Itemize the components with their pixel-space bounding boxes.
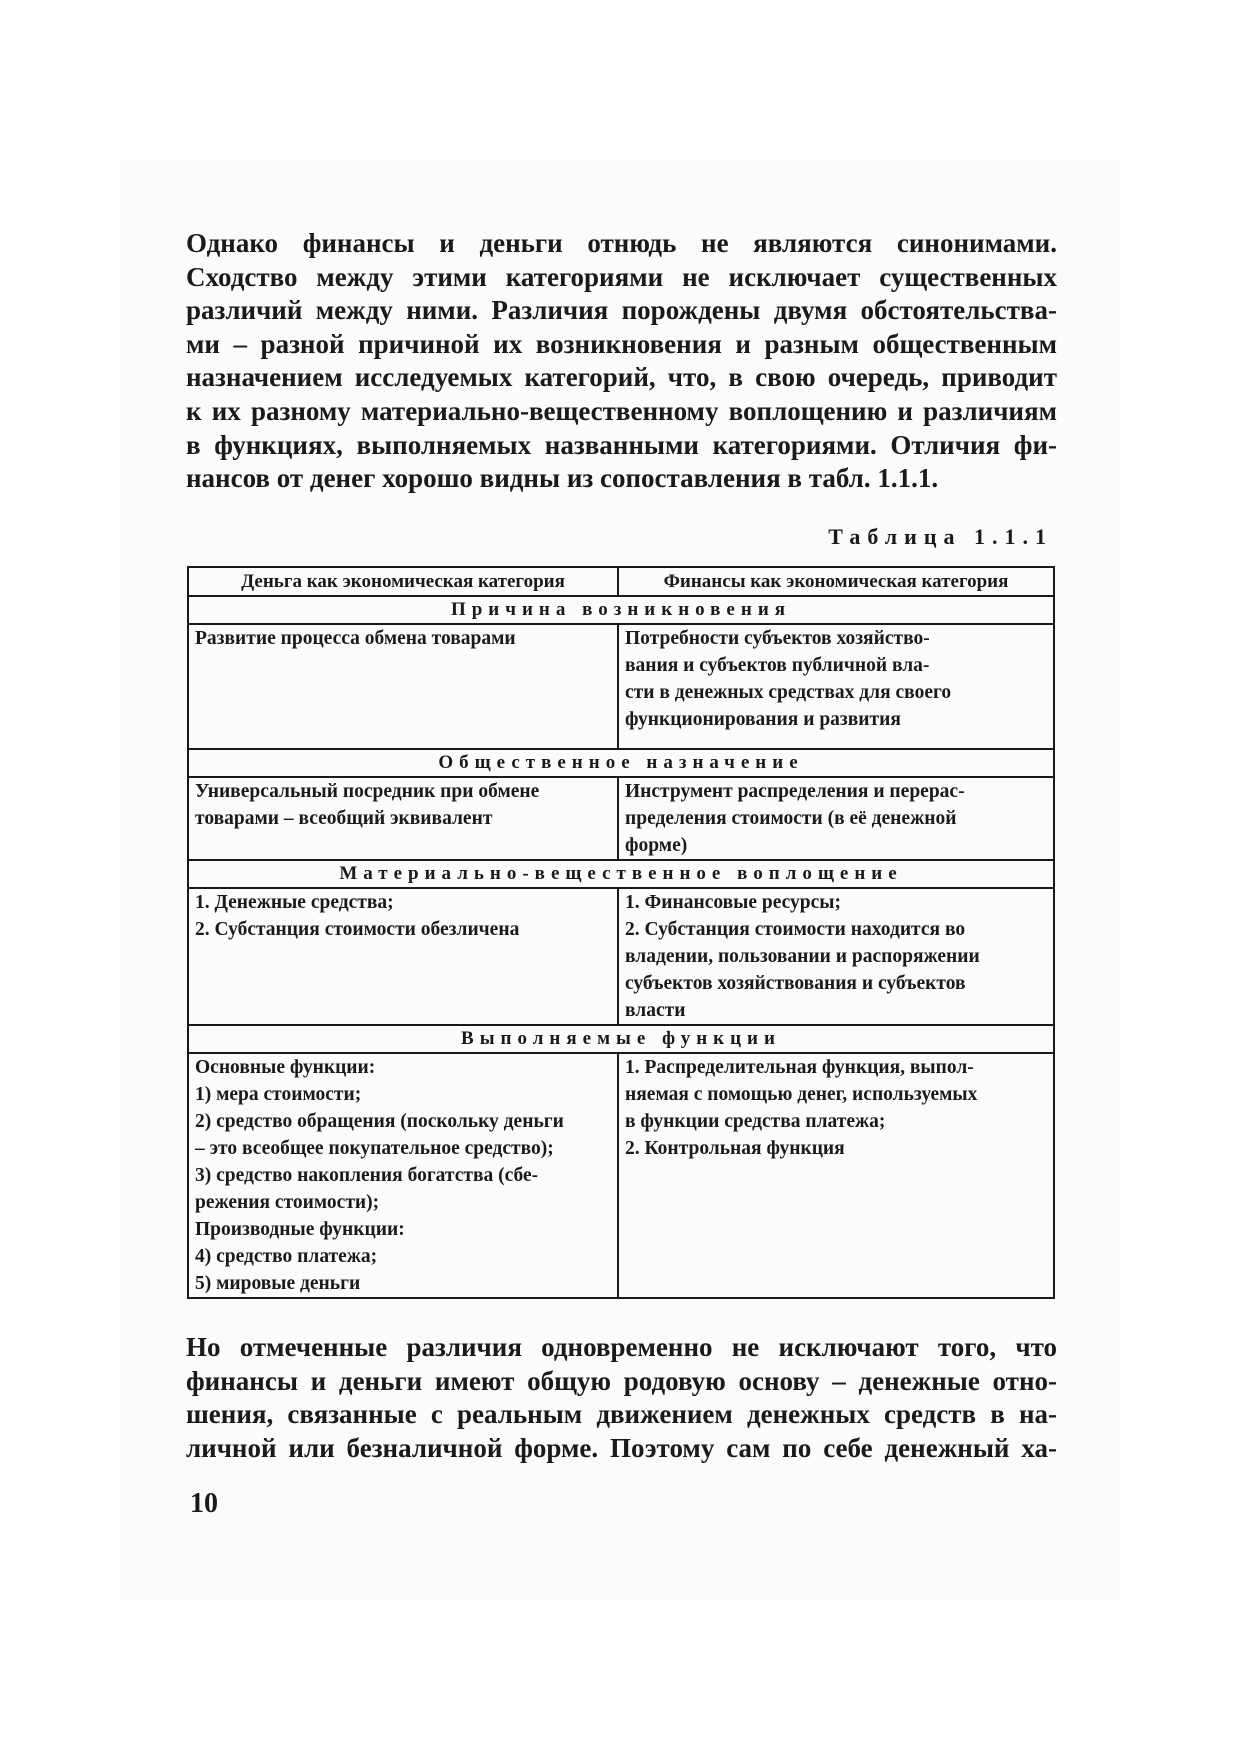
header-money: Деньга как экономическая категория [188,567,618,596]
table-row [188,624,1054,749]
table-row [188,777,1054,860]
table-header-row [188,567,1054,596]
page-number: 10 [190,1488,218,1519]
text-line: Но отмеченные различия одновременно не исключают того, что [186,1332,1057,1362]
cell-line: Производные функции: [195,1219,405,1240]
text-line: Однако финансы и деньги отнюдь не являются синонимами. [186,228,1057,258]
cell-finance [618,624,1054,749]
cell-finance [618,1053,1054,1298]
text-line: назначением исследуемых категорий, что, в свою очередь, приводит [186,362,1057,393]
cell-line: Основные функции: [195,1057,376,1078]
cell-line: форме) [625,835,688,856]
cell-line: 2. Контрольная функция [625,1138,845,1159]
cell-money [188,1053,618,1298]
cell-money [188,624,618,749]
cell-line: в функции средства платежа; [625,1111,886,1132]
table-caption: Таблица 1.1.1 [828,524,1053,549]
text-line: к их разному материально-вещественному воплощению и различиям [186,395,1057,426]
text-line: ми – разной причиной их возникновения и разным общественным [186,328,1057,359]
cell-money [188,777,618,860]
section-title: Материально-вещественное воплощение [188,860,1054,888]
section-row [188,1025,1054,1053]
cell-line: пределения стоимости (в её денежной [625,808,957,829]
cell-line: 4) средство платежа; [195,1246,378,1267]
paragraph-conclusion [186,1331,1057,1465]
text-line: личной или безналичной форме. Поэтому сам по себе денежный ха- [186,1432,1057,1463]
cell-line: 1) мера стоимости; [195,1084,362,1105]
cell-line: Потребности субъектов хозяйство- [625,628,930,649]
text-line: Сходство между этими категориями не исключает существенных [186,261,1057,292]
cell-line: вания и субъектов публичной вла- [625,655,930,676]
cell-line: сти в денежных средствах для своего [625,682,952,703]
text-line: нансов от денег хорошо видны из сопоставления в табл. 1.1.1. [186,463,939,494]
cell-line: функционирования и развития [625,709,901,730]
cell-line: 1. Распределительная функция, выпол- [625,1057,974,1078]
cell-line: Универсальный посредник при обмене [195,781,540,802]
cell-line: Инструмент распределения и перерас- [625,781,965,802]
cell-line: 1. Финансовые ресурсы; [625,892,842,913]
comparison-table [187,566,1055,1299]
cell-line: 5) мировые деньги [195,1273,361,1294]
cell-line: владении, пользовании и распоряжении [625,946,980,967]
cell-finance [618,888,1054,1025]
header-finance: Финансы как экономическая категория [618,567,1054,596]
section-row [188,860,1054,888]
cell-line: 2. Субстанция стоимости находится во [625,919,966,940]
cell-line: 2. Субстанция стоимости обезличена [195,919,520,940]
text-line: шения, связанные с реальным движением денежных средств в на- [186,1399,1057,1430]
text-line: различий между ними. Различия порождены двумя обстоятельства- [186,295,1057,326]
table-row [188,1053,1054,1298]
section-title: Выполняемые функции [188,1025,1054,1053]
section-row [188,749,1054,777]
cell-line: няемая с помощью денег, используемых [625,1084,978,1105]
section-row [188,596,1054,624]
table-row [188,888,1054,1025]
cell-line: режения стоимости); [195,1192,380,1213]
cell-line: Развитие процесса обмена товарами [195,628,516,649]
section-title: Общественное назначение [188,749,1054,777]
cell-line: субъектов хозяйствования и субъектов [625,973,966,994]
cell-line: 2) средство обращения (поскольку деньги [195,1111,564,1132]
cell-money [188,888,618,1025]
cell-line: товарами – всеобщий эквивалент [195,808,493,829]
cell-line: 1. Денежные средства; [195,892,394,913]
text-line: в функциях, выполняемых названными категориями. Отличия фи- [186,429,1057,460]
cell-line: – это всеобщее покупательное средство); [195,1138,554,1159]
text-line: финансы и деньги имеют общую родовую основу – денежные отно- [186,1365,1057,1396]
cell-line: власти [625,1000,686,1021]
paragraph-intro [186,227,1057,496]
cell-line: 3) средство накопления богатства (сбе- [195,1165,539,1186]
section-title: Причина возникновения [188,596,1054,624]
cell-finance [618,777,1054,860]
